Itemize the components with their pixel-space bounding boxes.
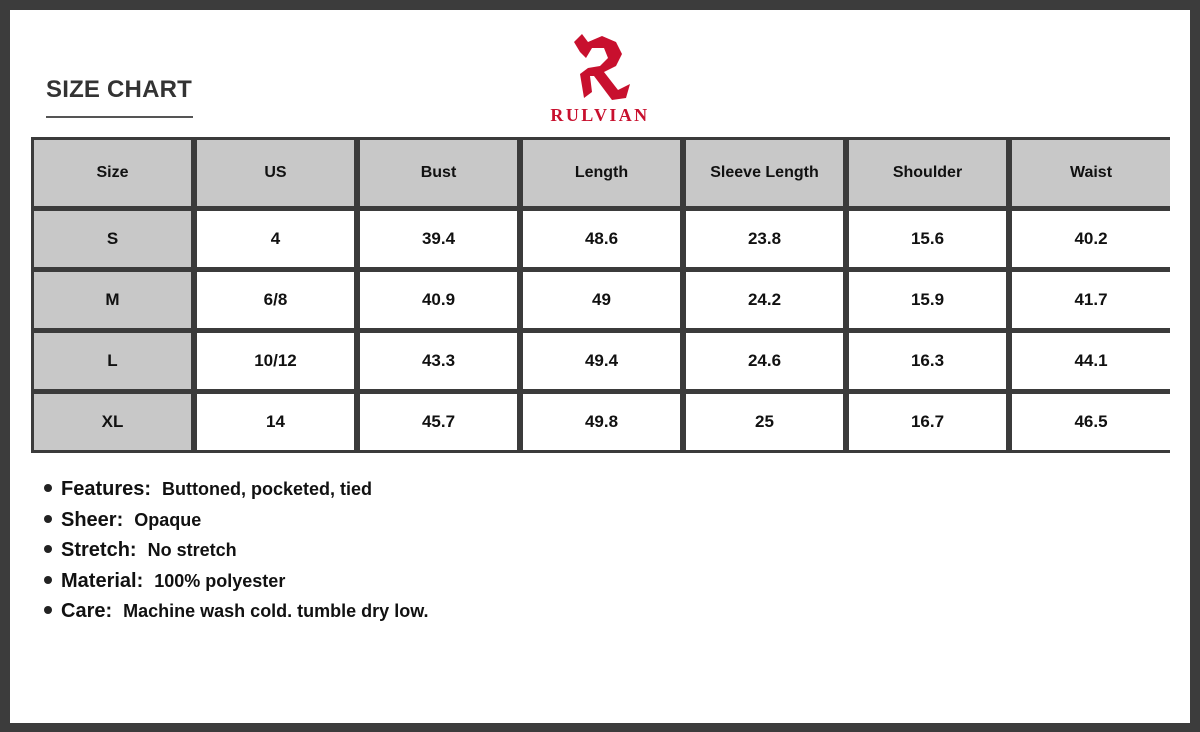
brand-name: RULVIAN <box>550 105 650 125</box>
page-title: SIZE CHART <box>46 76 192 103</box>
table-cell: 49.8 <box>523 394 680 450</box>
bullet-icon <box>44 576 52 584</box>
feature-item <box>44 509 429 540</box>
table-header-cell: Length <box>523 140 680 206</box>
table-cell: 15.9 <box>849 272 1006 328</box>
table-cell: 24.2 <box>686 272 843 328</box>
product-features-list <box>44 478 429 631</box>
feature-label: Care: <box>61 600 113 622</box>
table-cell: 4 <box>197 211 354 267</box>
feature-value: Opaque <box>134 509 202 530</box>
brand-logo <box>538 32 662 126</box>
bullet-icon <box>44 545 52 553</box>
feature-label: Features: <box>61 478 152 500</box>
feature-label: Sheer: <box>61 508 124 531</box>
table-cell: 46.5 <box>1012 394 1170 450</box>
feature-item <box>44 570 429 601</box>
table-cell: 39.4 <box>360 211 517 267</box>
table-header-cell: Waist <box>1012 140 1170 206</box>
bullet-icon <box>44 606 52 614</box>
table-cell: 48.6 <box>523 211 680 267</box>
feature-item <box>44 600 429 631</box>
feature-value: Machine wash cold. tumble dry low. <box>123 601 429 621</box>
feature-label: Material: <box>61 569 144 592</box>
table-cell: 43.3 <box>360 333 517 389</box>
feature-label: Stretch: <box>61 539 137 561</box>
table-cell: 23.8 <box>686 211 843 267</box>
table-cell: 40.2 <box>1012 211 1170 267</box>
table-cell: 40.9 <box>360 272 517 328</box>
table-header-cell: US <box>197 140 354 206</box>
feature-value: 100% polyester <box>154 570 286 591</box>
bullet-icon <box>44 484 52 492</box>
table-cell: 16.3 <box>849 333 1006 389</box>
feature-item <box>44 539 429 570</box>
table-cell: 49 <box>523 272 680 328</box>
size-label-cell: S <box>34 211 191 267</box>
feature-value: No stretch <box>147 540 237 560</box>
table-cell: 16.7 <box>849 394 1006 450</box>
table-cell: 45.7 <box>360 394 517 450</box>
table-cell: 44.1 <box>1012 333 1170 389</box>
table-header-cell: Sleeve Length <box>686 140 843 206</box>
table-header-cell: Bust <box>360 140 517 206</box>
table-cell: 24.6 <box>686 333 843 389</box>
table-cell: 25 <box>686 394 843 450</box>
feature-item <box>44 478 429 509</box>
table-header-cell: Shoulder <box>849 140 1006 206</box>
r-monogram-icon <box>568 32 632 102</box>
size-label-cell: XL <box>34 394 191 450</box>
table-header-cell: Size <box>34 140 191 206</box>
size-label-cell: M <box>34 272 191 328</box>
table-cell: 10/12 <box>197 333 354 389</box>
table-cell: 6/8 <box>197 272 354 328</box>
table-cell: 15.6 <box>849 211 1006 267</box>
size-chart-table <box>31 137 1170 453</box>
table-cell: 41.7 <box>1012 272 1170 328</box>
title-underline <box>46 116 193 118</box>
table-cell: 14 <box>197 394 354 450</box>
bullet-icon <box>44 515 52 523</box>
table-cell: 49.4 <box>523 333 680 389</box>
feature-value: Buttoned, pocketed, tied <box>162 479 373 499</box>
size-label-cell: L <box>34 333 191 389</box>
